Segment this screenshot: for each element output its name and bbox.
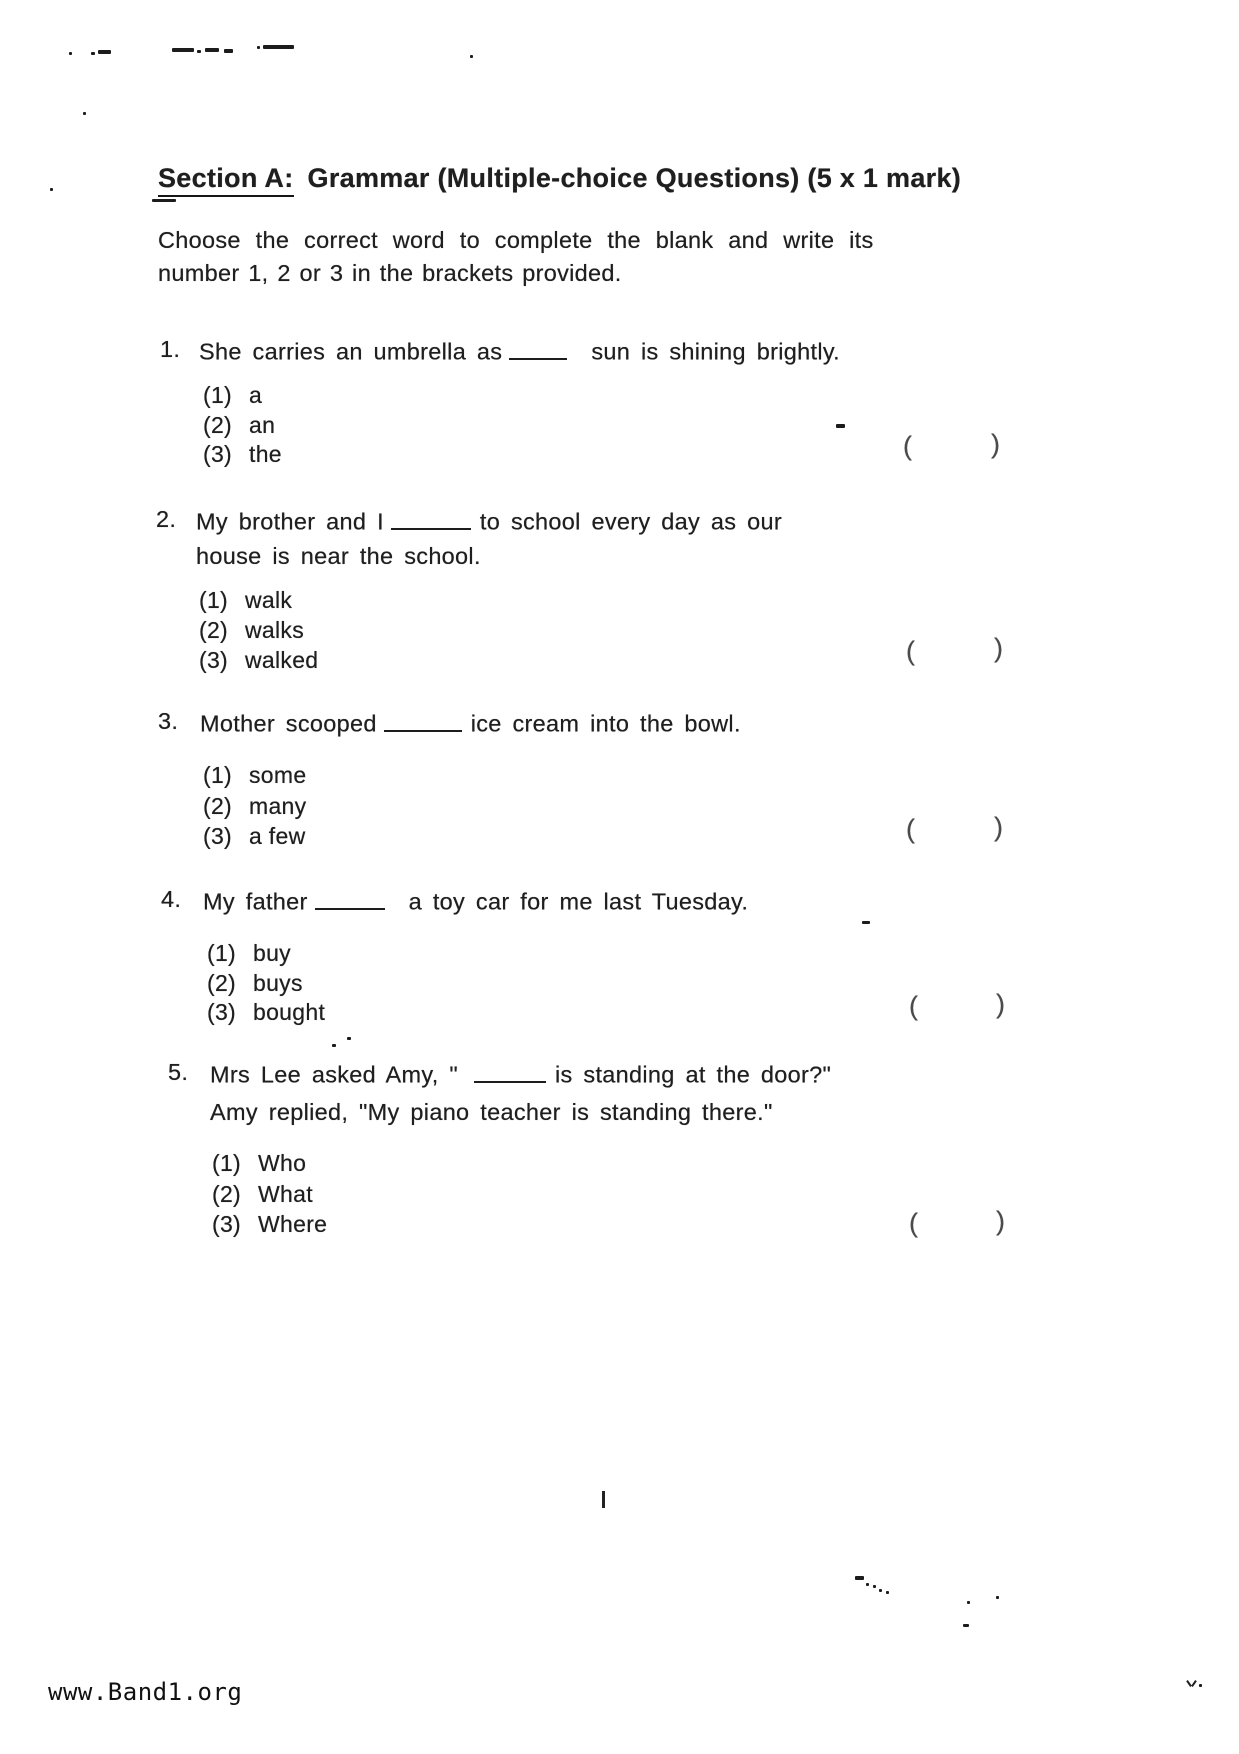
section-title: Grammar (Multiple-choice Questions) (5 x 1 mark)	[307, 163, 962, 193]
option-row	[199, 587, 292, 614]
scan-speck	[197, 50, 201, 53]
option-marker: (3)	[203, 441, 233, 467]
scan-speck	[967, 1601, 970, 1604]
question-stem	[203, 886, 748, 916]
option-marker: (2)	[203, 412, 233, 438]
scan-speck	[224, 49, 233, 53]
scan-speck	[963, 1624, 969, 1627]
answer-blank	[474, 1059, 546, 1083]
answer-blank	[391, 506, 471, 530]
question-stem	[199, 336, 840, 366]
option-marker: (3)	[199, 647, 229, 673]
stem-text: Mrs Lee asked Amy, "	[210, 1061, 459, 1088]
option-marker: (1)	[212, 1150, 242, 1176]
scan-speck	[879, 1589, 882, 1592]
option-row	[203, 823, 305, 850]
scan-speck	[855, 1576, 864, 1580]
option-marker: (3)	[207, 999, 237, 1025]
answer-bracket-open: (	[903, 431, 913, 461]
question-number: 4.	[161, 886, 182, 912]
question-number: 2.	[156, 506, 177, 532]
answer-blank	[384, 708, 462, 732]
option-row	[199, 617, 304, 644]
question-stem	[196, 506, 782, 536]
option-row	[203, 793, 306, 820]
option-row	[212, 1181, 313, 1208]
answer-bracket-open: (	[909, 991, 919, 1021]
answer-bracket-open: (	[906, 636, 916, 666]
option-row	[203, 382, 262, 409]
option-text: an	[249, 412, 276, 438]
option-marker: (2)	[207, 970, 237, 996]
footer-website: www.Band1.org	[48, 1678, 243, 1706]
option-row	[203, 441, 282, 468]
scan-speck	[332, 1044, 336, 1047]
option-marker: (2)	[199, 617, 229, 643]
scan-speck	[470, 55, 473, 58]
scan-speck	[69, 52, 72, 55]
scan-speck	[91, 52, 95, 55]
scan-speck	[1199, 1684, 1202, 1687]
question-number: 1.	[160, 336, 181, 362]
option-row	[212, 1211, 327, 1238]
section-heading	[158, 163, 961, 194]
question-stem	[210, 1059, 831, 1089]
stem-text: ice cream into the bowl.	[470, 710, 741, 737]
answer-bracket-open: (	[909, 1208, 919, 1238]
option-row	[199, 647, 318, 674]
section-label: Section A:	[158, 163, 294, 197]
scan-speck	[263, 45, 294, 49]
scan-speck	[205, 48, 219, 52]
scan-speck	[347, 1037, 351, 1040]
option-marker: (1)	[203, 762, 233, 788]
scan-speck	[996, 1596, 999, 1599]
stem-text: My father	[203, 888, 308, 915]
stem-text: is standing at the door?"	[555, 1061, 832, 1088]
scan-speck	[866, 1583, 869, 1586]
option-text: walked	[245, 647, 319, 673]
option-text: the	[249, 441, 282, 467]
instructions-line-1: Choose the correct word to complete the blank and write its	[158, 227, 874, 253]
option-text: Who	[258, 1150, 307, 1176]
answer-bracket-close: )	[994, 633, 1004, 663]
underline-artifact	[152, 199, 176, 202]
question-stem-line-2: Amy replied, "My piano teacher is standing there."	[210, 1099, 773, 1125]
option-text: some	[249, 762, 307, 788]
option-marker: (1)	[207, 940, 237, 966]
question-number: 5.	[168, 1059, 189, 1085]
option-row	[207, 940, 291, 967]
scan-speck	[50, 188, 53, 191]
option-text: many	[249, 793, 307, 819]
option-text: Where	[258, 1211, 328, 1237]
stem-text: a toy car for me last Tuesday.	[408, 888, 749, 915]
option-text: walk	[245, 587, 293, 613]
option-text: buys	[253, 970, 303, 996]
option-text: buy	[253, 940, 291, 966]
answer-bracket-close: )	[996, 1206, 1006, 1236]
option-marker: (3)	[203, 823, 233, 849]
scan-speck	[1191, 1680, 1197, 1687]
option-marker: (2)	[212, 1181, 242, 1207]
scan-speck	[83, 112, 86, 115]
scan-tick-mark	[602, 1491, 605, 1508]
option-text: a few	[249, 823, 306, 849]
option-row	[203, 762, 306, 789]
stem-text: My brother and I	[196, 508, 384, 535]
instructions-line-2: number 1, 2 or 3 in the brackets provided.	[158, 260, 622, 286]
stem-text: to school every day as our	[479, 508, 783, 535]
option-text: bought	[253, 999, 326, 1025]
answer-bracket-open: (	[906, 814, 916, 844]
scan-speck	[98, 50, 111, 54]
option-marker: (3)	[212, 1211, 242, 1237]
option-marker: (1)	[203, 382, 233, 408]
question-stem-line-2: house is near the school.	[196, 543, 481, 569]
stem-text: sun is shining brightly.	[591, 338, 840, 365]
option-row	[207, 970, 303, 997]
answer-blank	[509, 336, 567, 360]
stem-text: She carries an umbrella as	[199, 338, 503, 365]
option-row	[212, 1150, 306, 1177]
question-stem	[200, 708, 741, 738]
answer-bracket-close: )	[996, 989, 1006, 1019]
answer-bracket-close: )	[994, 812, 1004, 842]
scan-speck	[172, 48, 194, 52]
option-row	[203, 412, 275, 439]
option-row	[207, 999, 325, 1026]
option-marker: (2)	[203, 793, 233, 819]
question-number: 3.	[158, 708, 179, 734]
answer-blank	[315, 886, 385, 910]
stem-text: Mother scooped	[200, 710, 377, 737]
option-text: What	[258, 1181, 313, 1207]
option-text: a	[249, 382, 263, 408]
option-text: walks	[245, 617, 305, 643]
answer-bracket-close: )	[991, 429, 1001, 459]
scan-speck	[873, 1585, 876, 1588]
scan-speck	[836, 424, 845, 428]
option-marker: (1)	[199, 587, 229, 613]
scan-speck	[886, 1591, 889, 1594]
scan-speck	[257, 46, 260, 49]
scan-speck	[862, 921, 870, 924]
